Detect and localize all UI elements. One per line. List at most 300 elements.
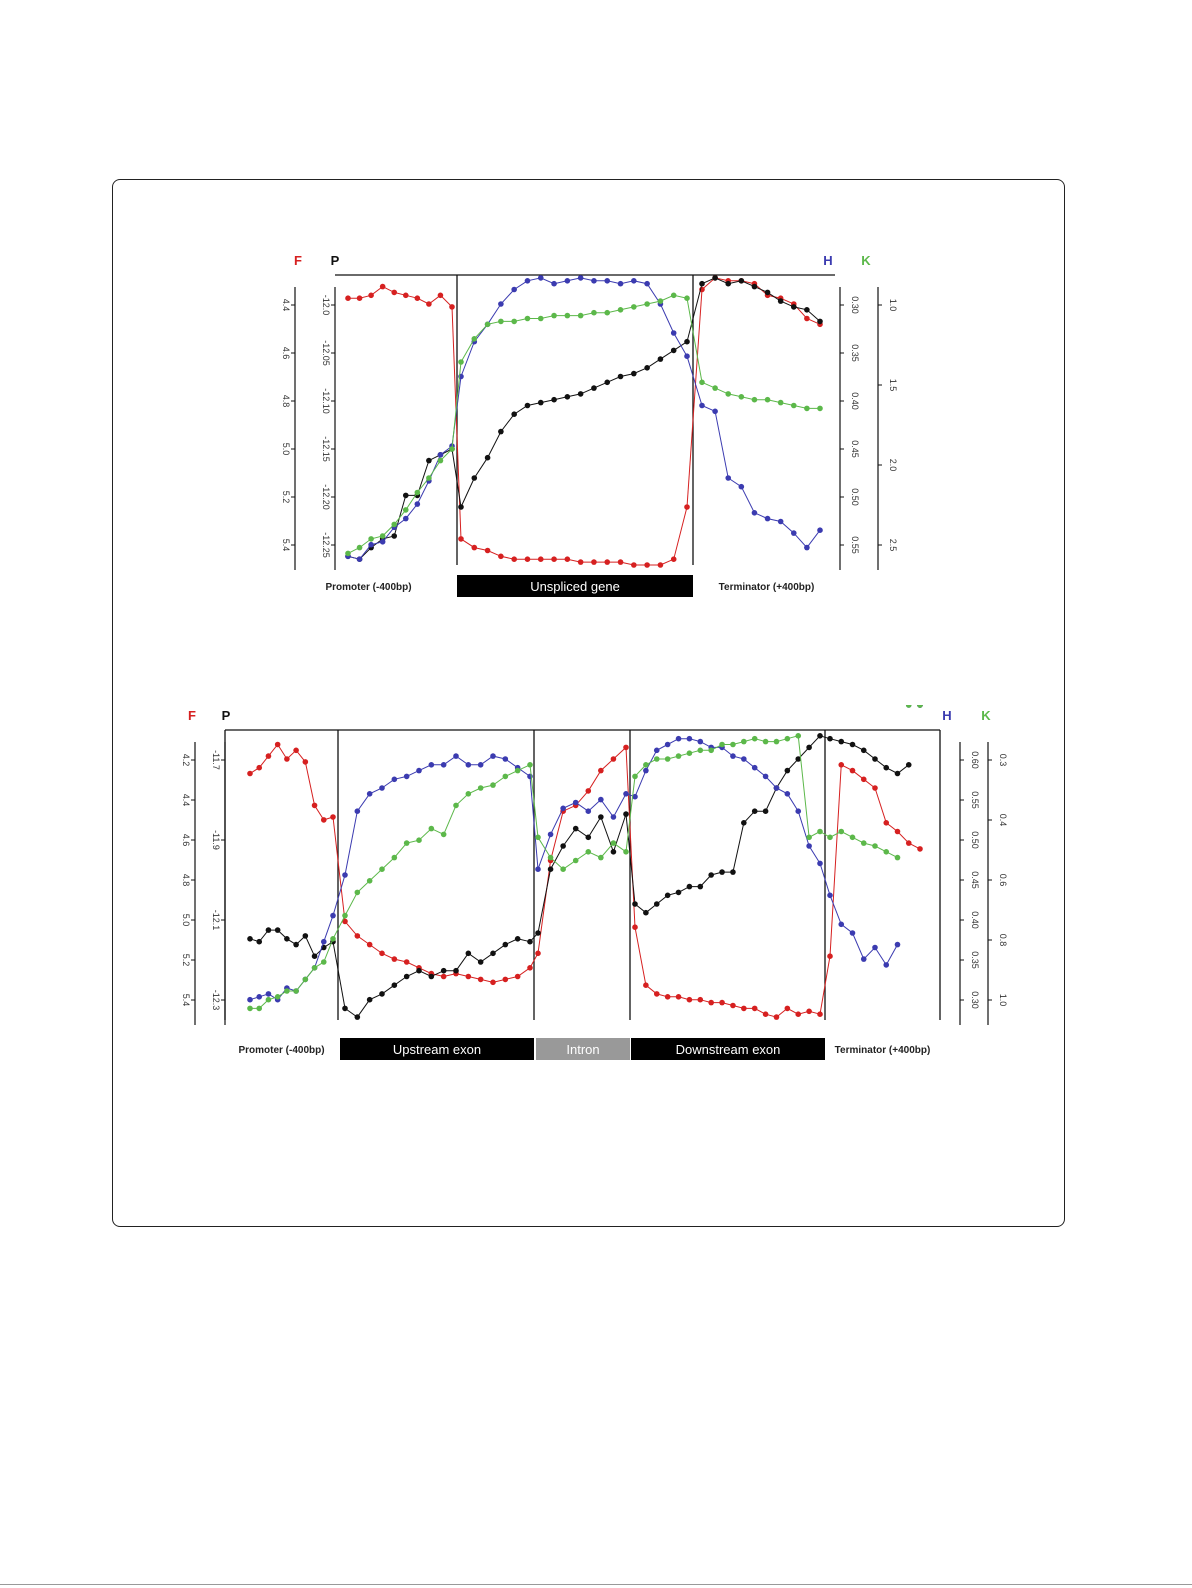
f-axis-label: F xyxy=(294,253,302,268)
series-k-point xyxy=(671,293,677,299)
series-h-point xyxy=(416,768,422,774)
series-p-point xyxy=(392,982,398,988)
series-f-point xyxy=(266,753,272,759)
series-f-point xyxy=(485,548,491,554)
series-f-point xyxy=(631,562,637,568)
series-p-line xyxy=(461,342,687,507)
series-h-point xyxy=(429,762,435,768)
f-axis-tick-label: 4.6 xyxy=(181,833,191,847)
series-k-point xyxy=(598,855,604,861)
series-k-point xyxy=(795,733,801,739)
series-p-point xyxy=(791,304,797,310)
series-k-point xyxy=(525,316,531,322)
f-axis-tick-label: 4.4 xyxy=(181,793,191,807)
segment-label: Upstream exon xyxy=(392,1042,482,1057)
series-k-point xyxy=(730,742,736,748)
series-h-point xyxy=(765,516,771,522)
series-k-point xyxy=(573,858,579,864)
series-k-point xyxy=(883,849,889,855)
series-f-point xyxy=(415,295,421,301)
series-p-line xyxy=(635,736,820,913)
series-f-line xyxy=(635,927,820,1017)
series-p-point xyxy=(658,356,664,362)
series-h-point xyxy=(763,774,769,780)
series-k-point xyxy=(604,310,610,316)
series-f-point xyxy=(478,977,484,983)
p-axis-label: P xyxy=(221,708,231,723)
series-p-point xyxy=(778,298,784,304)
series-f-point xyxy=(906,840,912,846)
series-p-point xyxy=(498,429,504,435)
series-k-point xyxy=(687,750,693,756)
series-f-point xyxy=(357,295,363,301)
series-h-point xyxy=(403,516,409,522)
series-p-point xyxy=(643,910,649,916)
series-h-point xyxy=(578,275,584,281)
series-p-point xyxy=(618,374,624,380)
series-k-point xyxy=(585,849,591,855)
series-k-point xyxy=(458,359,464,365)
series-h-point xyxy=(623,791,629,797)
series-h-point xyxy=(367,791,373,797)
series-k-point xyxy=(515,768,521,774)
series-p-point xyxy=(785,768,791,774)
series-h-point xyxy=(404,774,410,780)
series-h-point xyxy=(415,501,421,507)
series-h-point xyxy=(611,814,617,820)
h-axis-tick-label: 0.30 xyxy=(970,991,980,1009)
series-k-point xyxy=(752,736,758,742)
series-k-point xyxy=(765,397,771,403)
series-h-point xyxy=(861,956,867,962)
series-k-point xyxy=(806,835,812,841)
series-f-point xyxy=(578,559,584,565)
series-k-point xyxy=(511,319,517,325)
p-axis-tick-label: -12.1 xyxy=(211,909,221,931)
series-k-point xyxy=(355,890,361,896)
f-axis-tick-label: 4.8 xyxy=(181,873,191,887)
series-p-point xyxy=(416,968,422,974)
series-p-point xyxy=(485,455,491,461)
p-axis-tick-label: -12.20 xyxy=(321,484,331,510)
h-axis-label: H xyxy=(942,708,952,723)
f-axis-tick-label: 4.6 xyxy=(281,346,291,360)
series-k-point xyxy=(551,313,557,319)
series-k-point xyxy=(429,826,435,832)
series-p-point xyxy=(697,884,703,890)
series-k-point xyxy=(872,843,878,849)
series-k-point xyxy=(404,840,410,846)
series-p-point xyxy=(763,808,769,814)
series-h-line xyxy=(345,756,530,875)
h-axis-tick-label: 0.55 xyxy=(970,791,980,809)
series-h-point xyxy=(676,736,682,742)
series-k-point xyxy=(861,840,867,846)
f-axis-tick-label: 5.0 xyxy=(281,442,291,456)
series-f-point xyxy=(490,980,496,986)
series-f-point xyxy=(598,768,604,774)
series-h-point xyxy=(872,945,878,951)
series-k-point xyxy=(368,536,374,542)
p-axis-tick-label: -12.0 xyxy=(321,294,331,316)
series-k-point xyxy=(774,739,780,745)
unspliced-gene-chart xyxy=(280,250,900,610)
series-h-point xyxy=(357,556,363,562)
series-p-point xyxy=(817,319,823,325)
series-p-point xyxy=(665,893,671,899)
series-f-point xyxy=(676,994,682,1000)
series-h-point xyxy=(778,519,784,525)
series-p-point xyxy=(565,394,571,400)
series-f-point xyxy=(618,559,624,565)
series-k-point xyxy=(478,785,484,791)
h-axis-tick-label: 0.55 xyxy=(850,536,860,554)
series-f-line xyxy=(348,287,452,307)
series-f-point xyxy=(785,1006,791,1012)
series-k-point xyxy=(676,753,682,759)
series-p-point xyxy=(478,959,484,965)
series-p-point xyxy=(654,901,660,907)
series-h-point xyxy=(355,808,361,814)
series-k-point xyxy=(256,1006,262,1012)
series-h-point xyxy=(883,962,889,968)
series-k-point xyxy=(560,866,566,872)
series-h-point xyxy=(266,991,272,997)
series-k-point xyxy=(708,748,714,754)
h-axis-tick-label: 0.40 xyxy=(850,392,860,410)
series-h-point xyxy=(548,832,554,838)
series-k-point xyxy=(632,774,638,780)
series-k-point xyxy=(548,855,554,861)
series-f-line xyxy=(702,278,820,324)
series-p-point xyxy=(752,284,758,290)
f-axis-tick-label: 4.2 xyxy=(181,753,191,767)
series-k-point xyxy=(380,533,386,539)
k-axis-label: K xyxy=(861,253,871,268)
series-h-point xyxy=(379,785,385,791)
series-k-point xyxy=(658,298,664,304)
series-k-point xyxy=(303,977,309,983)
series-p-point xyxy=(551,397,557,403)
series-k-point xyxy=(725,391,731,397)
k-axis-tick-label: 2.0 xyxy=(888,458,898,472)
series-p-point xyxy=(883,765,889,771)
series-h-line xyxy=(702,406,820,548)
f-axis-tick-label: 4.8 xyxy=(281,394,291,408)
series-p-point xyxy=(490,951,496,957)
series-k-point xyxy=(752,397,758,403)
series-h-point xyxy=(850,930,856,936)
series-p-point xyxy=(441,968,447,974)
series-f-point xyxy=(585,788,591,794)
series-p-point xyxy=(525,403,531,409)
p-axis-tick-label: -12.15 xyxy=(321,436,331,462)
series-k-point xyxy=(850,835,856,841)
p-axis-tick-label: -12.25 xyxy=(321,532,331,558)
series-f-connector xyxy=(333,817,345,921)
series-f-point xyxy=(503,977,509,983)
series-h-point xyxy=(644,281,650,287)
series-p-point xyxy=(404,974,410,980)
series-f-point xyxy=(644,562,650,568)
series-k-point xyxy=(391,522,397,528)
series-k-point xyxy=(538,316,544,322)
series-f-point xyxy=(380,284,386,290)
segment-label: Promoter (-400bp) xyxy=(325,582,412,593)
series-k-point xyxy=(415,490,421,496)
series-h-point xyxy=(585,808,591,814)
series-h-point xyxy=(730,753,736,759)
series-p-point xyxy=(712,275,718,281)
series-f-point xyxy=(551,556,557,562)
series-h-point xyxy=(247,997,253,1003)
series-p-point xyxy=(503,942,509,948)
f-axis-tick-label: 5.2 xyxy=(281,490,291,504)
series-p-point xyxy=(266,927,272,933)
series-p-point xyxy=(585,835,591,841)
series-k-point xyxy=(498,319,504,325)
series-p-line xyxy=(348,449,452,559)
series-p-point xyxy=(573,826,579,832)
series-h-point xyxy=(665,742,671,748)
series-h-point xyxy=(725,475,731,481)
series-p-point xyxy=(538,400,544,406)
series-p-point xyxy=(604,380,610,386)
series-h-line xyxy=(461,278,687,377)
series-f-point xyxy=(345,295,351,301)
series-k-point xyxy=(321,959,327,965)
series-k-point xyxy=(503,774,509,780)
series-p-point xyxy=(895,771,901,777)
series-p-point xyxy=(861,748,867,754)
series-p-point xyxy=(741,820,747,826)
series-f-point xyxy=(687,997,693,1003)
series-p-point xyxy=(671,348,677,354)
h-axis-tick-label: 0.50 xyxy=(970,831,980,849)
series-p-point xyxy=(284,936,290,942)
series-f-point xyxy=(438,293,444,299)
series-f-point xyxy=(774,1014,780,1020)
series-p-line xyxy=(345,939,530,1017)
series-f-point xyxy=(643,982,649,988)
series-f-point xyxy=(441,974,447,980)
series-h-point xyxy=(511,287,517,293)
series-h-point xyxy=(573,800,579,806)
series-k-point xyxy=(827,835,833,841)
series-k-point xyxy=(763,739,769,745)
series-f-point xyxy=(850,768,856,774)
series-p-point xyxy=(578,391,584,397)
series-f-point xyxy=(471,545,477,551)
series-k-point xyxy=(838,829,844,835)
h-axis-tick-label: 0.30 xyxy=(850,296,860,314)
series-k-point xyxy=(490,782,496,788)
series-p-point xyxy=(804,307,810,313)
series-f-point xyxy=(511,556,517,562)
k-axis-tick-label: 0.3 xyxy=(998,753,1008,767)
series-f-point xyxy=(303,759,309,765)
series-k-point xyxy=(342,913,348,919)
series-f-point xyxy=(538,556,544,562)
series-h-point xyxy=(466,762,472,768)
series-p-point xyxy=(906,762,912,768)
k-axis-tick-label: 1.5 xyxy=(888,378,898,392)
series-h-point xyxy=(804,545,810,551)
series-p-point xyxy=(725,281,731,287)
series-h-point xyxy=(453,753,459,759)
series-p-point xyxy=(699,281,705,287)
series-p-point xyxy=(303,933,309,939)
h-axis-tick-label: 0.45 xyxy=(970,871,980,889)
series-k-line xyxy=(635,736,820,838)
series-h-point xyxy=(895,942,901,948)
series-f-point xyxy=(466,974,472,980)
h-axis-tick-label: 0.35 xyxy=(850,344,860,362)
series-k-point xyxy=(741,739,747,745)
series-p-point xyxy=(817,733,823,739)
segment-label: Intron xyxy=(566,1042,600,1057)
series-h-point xyxy=(699,403,705,409)
segment-label: Terminator (+400bp) xyxy=(718,582,815,593)
series-f-point xyxy=(565,556,571,562)
series-k-point xyxy=(906,705,912,708)
p-axis-tick-label: -12.3 xyxy=(211,989,221,1011)
series-f-point xyxy=(247,771,253,777)
f-axis-tick-label: 5.0 xyxy=(181,913,191,927)
f-axis-tick-label: 5.4 xyxy=(281,538,291,552)
series-k-point xyxy=(441,832,447,838)
h-axis-tick-label: 0.40 xyxy=(970,911,980,929)
series-k-line xyxy=(461,295,687,362)
h-axis-tick-label: 0.60 xyxy=(970,751,980,769)
series-f-point xyxy=(275,742,281,748)
series-h-point xyxy=(654,748,660,754)
series-k-point xyxy=(699,380,705,386)
series-f-point xyxy=(697,997,703,1003)
series-p-point xyxy=(598,814,604,820)
series-p-connector xyxy=(333,942,345,1009)
series-k-point xyxy=(618,307,624,313)
series-p-line xyxy=(702,278,820,322)
k-axis-tick-label: 2.5 xyxy=(888,538,898,552)
series-k-point xyxy=(739,394,745,400)
series-f-point xyxy=(379,951,385,957)
series-p-point xyxy=(739,278,745,284)
series-h-point xyxy=(321,939,327,945)
spliced-gene-chart xyxy=(180,705,1020,1070)
series-h-point xyxy=(591,278,597,284)
series-p-point xyxy=(312,953,318,959)
series-h-point xyxy=(791,530,797,536)
series-k-point xyxy=(453,803,459,809)
segment-label: Downstream exon xyxy=(675,1042,781,1057)
series-h-point xyxy=(598,797,604,803)
series-h-point xyxy=(478,762,484,768)
series-f-point xyxy=(498,554,504,560)
series-k-point xyxy=(266,997,272,1003)
series-p-point xyxy=(247,936,253,942)
series-k-point xyxy=(247,1006,253,1012)
series-h-point xyxy=(498,301,504,307)
series-h-point xyxy=(560,806,566,812)
series-k-point xyxy=(438,458,444,464)
series-h-point xyxy=(392,777,398,783)
series-p-point xyxy=(631,371,637,377)
series-f-point xyxy=(665,994,671,1000)
series-p-point xyxy=(752,808,758,814)
series-p-point xyxy=(379,991,385,997)
series-f-point xyxy=(321,817,327,823)
series-f-point xyxy=(708,1000,714,1006)
series-k-point xyxy=(565,313,571,319)
series-k-point xyxy=(665,756,671,762)
series-f-point xyxy=(883,820,889,826)
series-k-point xyxy=(804,406,810,412)
series-h-line xyxy=(250,916,333,1000)
series-f-point xyxy=(806,1009,812,1015)
series-h-point xyxy=(565,278,571,284)
series-f-line xyxy=(830,765,920,956)
series-k-point xyxy=(403,507,409,513)
series-f-point xyxy=(611,756,617,762)
series-f-point xyxy=(368,293,374,299)
segment-label: Terminator (+400bp) xyxy=(834,1045,931,1056)
series-k-point xyxy=(917,705,923,708)
series-k-point xyxy=(591,310,597,316)
series-h-point xyxy=(618,281,624,287)
series-p-point xyxy=(275,927,281,933)
series-p-point xyxy=(560,843,566,849)
series-p-point xyxy=(458,504,464,510)
f-axis-label: F xyxy=(188,708,196,723)
f-axis-tick-label: 5.4 xyxy=(181,993,191,1007)
series-h-point xyxy=(503,756,509,762)
series-p-point xyxy=(676,890,682,896)
p-axis-tick-label: -12.05 xyxy=(321,340,331,366)
series-p-point xyxy=(548,866,554,872)
k-axis-tick-label: 0.8 xyxy=(998,933,1008,947)
series-k-point xyxy=(644,301,650,307)
series-f-point xyxy=(654,991,660,997)
series-h-point xyxy=(535,866,541,872)
h-axis-tick-label: 0.45 xyxy=(850,440,860,458)
series-h-point xyxy=(827,893,833,899)
series-h-point xyxy=(380,539,386,545)
series-f-point xyxy=(917,846,923,852)
series-k-line xyxy=(345,765,530,916)
series-p-point xyxy=(838,739,844,745)
series-h-point xyxy=(342,872,348,878)
p-axis-tick-label: -11.7 xyxy=(211,750,221,770)
series-k-point xyxy=(416,837,422,843)
series-h-point xyxy=(438,452,444,458)
series-k-point xyxy=(778,400,784,406)
series-f-point xyxy=(391,290,397,296)
series-p-point xyxy=(730,869,736,875)
series-p-point xyxy=(471,475,477,481)
series-f-point xyxy=(355,933,361,939)
series-f-point xyxy=(535,951,541,957)
series-f-point xyxy=(838,762,844,768)
series-h-point xyxy=(525,278,531,284)
series-h-line xyxy=(830,895,898,965)
series-f-point xyxy=(256,765,262,771)
series-f-point xyxy=(404,959,410,965)
series-p-point xyxy=(466,951,472,957)
series-p-point xyxy=(850,742,856,748)
series-p-point xyxy=(403,493,409,499)
series-f-point xyxy=(632,924,638,930)
